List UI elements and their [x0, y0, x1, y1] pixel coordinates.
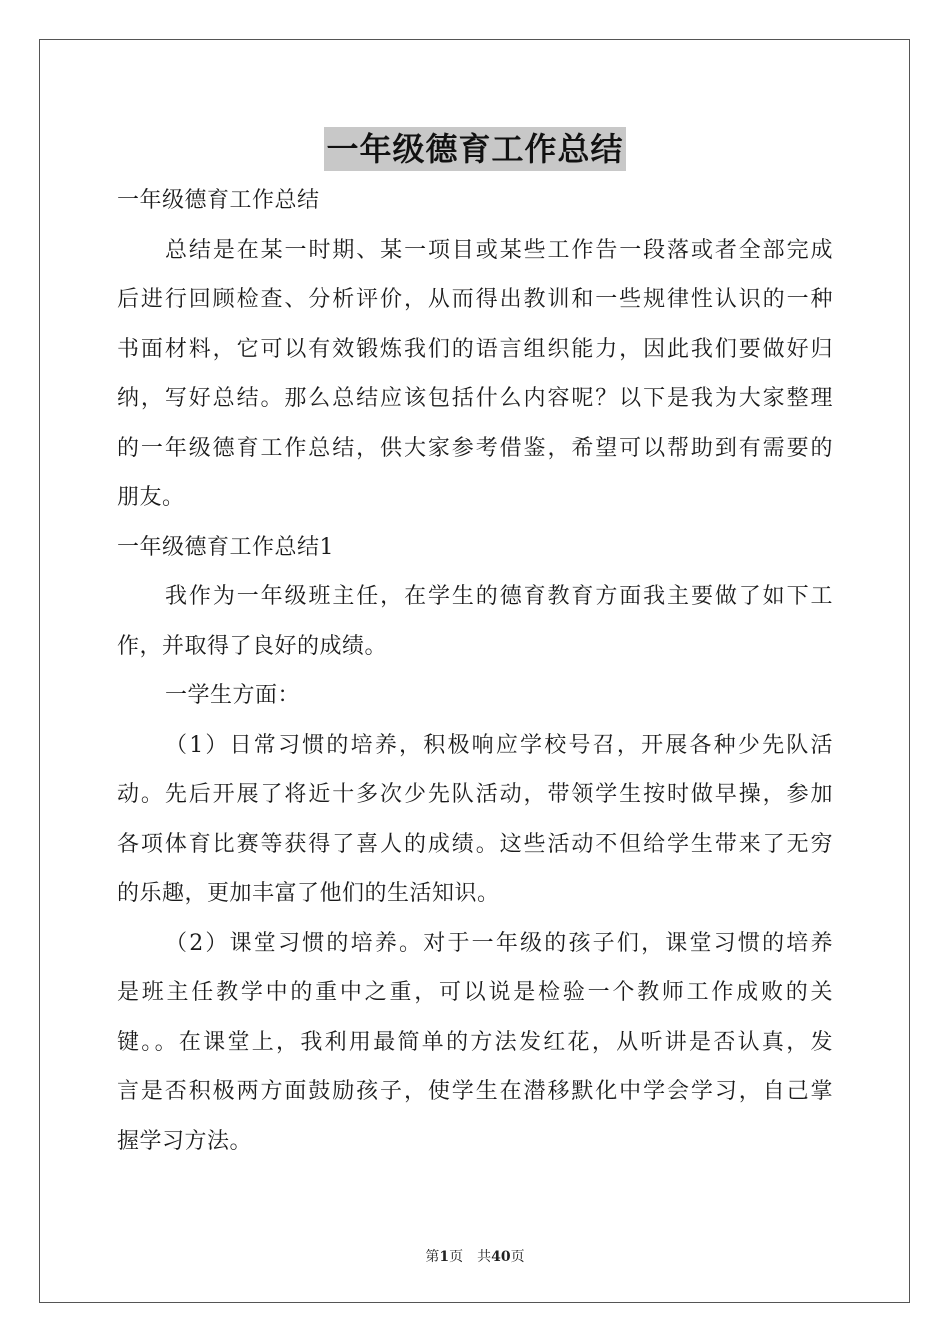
paragraph	[117, 671, 833, 721]
text-line: 键。。在课堂上，我利用最简单的方法发红花，从听讲是否认真，发	[117, 1029, 833, 1055]
text-line: 握学习方法。	[117, 1128, 253, 1154]
section-heading	[117, 523, 833, 573]
paragraph	[117, 572, 833, 671]
section-heading	[117, 176, 833, 226]
text-line: 朋友。	[117, 485, 185, 510]
text-line: 的一年级德育工作总结，供大家参考借鉴，希望可以帮助到有需要的	[117, 435, 833, 461]
text-line: 一年级德育工作总结1	[117, 534, 334, 560]
paragraph	[117, 919, 833, 1167]
text-line: 的乐趣，更加丰富了他们的生活知识。	[117, 881, 500, 906]
text-line: 一学生方面：	[165, 683, 301, 708]
text-line: 一年级德育工作总结	[117, 188, 320, 213]
text-line: （2）课堂习惯的培养。对于一年级的孩子们，课堂习惯的培养	[165, 930, 833, 956]
text-line: 后进行回顾检查、分析评价，从而得出教训和一些规律性认识的一种	[117, 287, 833, 312]
text-line: 书面材料，它可以有效锻炼我们的语言组织能力，因此我们要做好归	[117, 336, 833, 362]
page-suffix: 页	[449, 1249, 464, 1265]
page-prefix: 第	[425, 1249, 440, 1265]
current-page-number: 1	[439, 1249, 450, 1265]
text-line: 各项体育比赛等获得了喜人的成绩。这些活动不但给学生带来了无穷	[117, 831, 833, 857]
text-line: 我作为一年级班主任，在学生的德育教育方面我主要做了如下工	[165, 584, 833, 609]
total-prefix: 共	[477, 1249, 492, 1265]
document-body	[117, 176, 833, 1166]
text-line: 总结是在某一时期、某一项目或某些工作告一段落或者全部完成	[165, 237, 833, 263]
text-line: 纳，写好总结。那么总结应该包括什么内容呢？以下是我为大家整理	[117, 386, 833, 411]
paragraph	[117, 721, 833, 919]
total-page-count: 40	[491, 1249, 511, 1265]
text-line: 言是否积极两方面鼓励孩子，使学生在潜移默化中学会学习，自己掌	[117, 1079, 833, 1104]
page-footer	[0, 1246, 950, 1266]
total-suffix: 页	[510, 1249, 525, 1265]
paragraph	[117, 226, 833, 523]
document-title: 一年级德育工作总结	[324, 127, 625, 171]
text-line: 作，并取得了良好的成绩。	[117, 633, 388, 659]
title-container	[0, 127, 950, 171]
text-line: （1）日常习惯的培养，积极响应学校号召，开展各种少先队活	[165, 732, 833, 758]
text-line: 是班主任教学中的重中之重，可以说是检验一个教师工作成败的关	[117, 980, 833, 1005]
text-line: 动。先后开展了将近十多次少先队活动，带领学生按时做早操，参加	[117, 782, 833, 807]
